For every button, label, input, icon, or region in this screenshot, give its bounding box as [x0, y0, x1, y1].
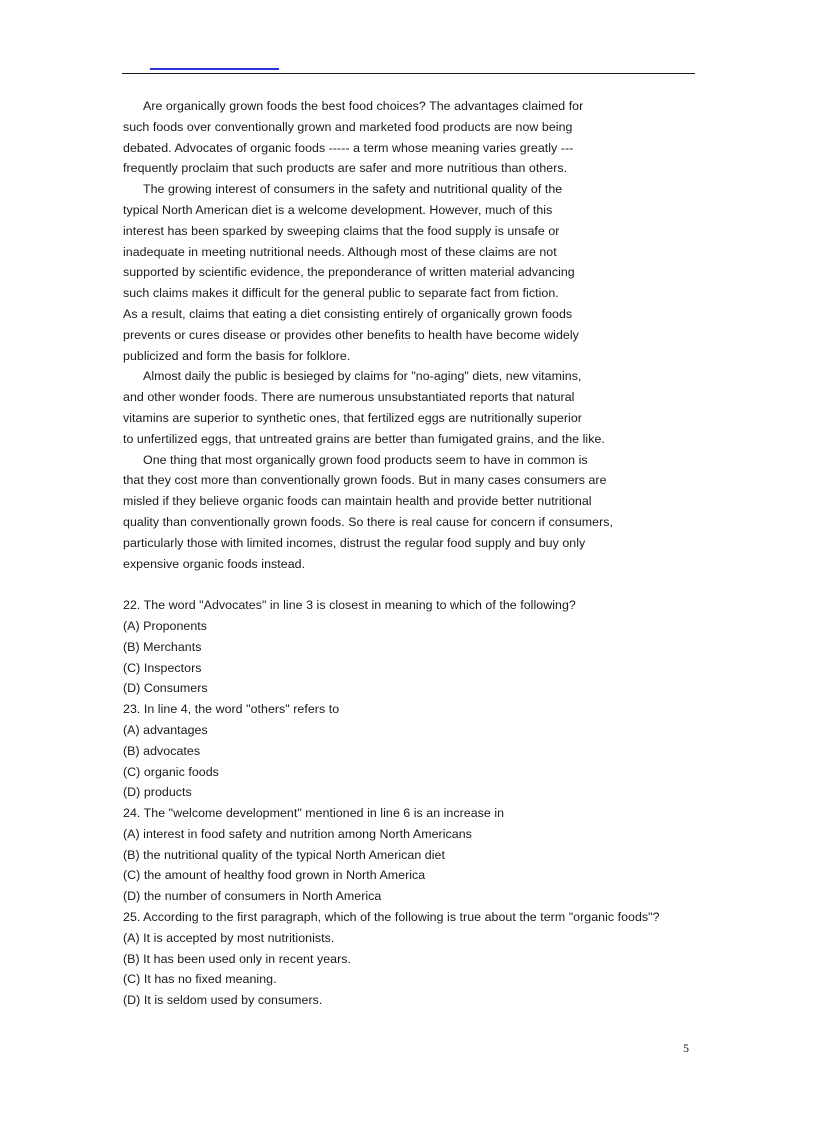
passage-line: inadequate in meeting nutritional needs. Although most of these claims are not	[123, 244, 557, 259]
question-stem: 24. The "welcome development" mentioned in line 6 is an increase in	[123, 806, 505, 821]
answer-option: (B) It has been used only in recent years.	[123, 951, 352, 966]
passage-line: publicized and form the basis for folklore.	[123, 348, 351, 363]
passage-line: expensive organic foods instead.	[123, 556, 306, 571]
passage	[123, 96, 703, 574]
page-content	[123, 96, 703, 1011]
passage-line: vitamins are superior to synthetic ones, that fertilized eggs are nutritionally superior	[123, 410, 582, 425]
answer-option: (C) Inspectors	[123, 660, 202, 675]
answer-option: (C) organic foods	[123, 764, 219, 779]
answer-option: (A) It is accepted by most nutritionists.	[123, 930, 335, 945]
passage-line: Are organically grown foods the best food choices? The advantages claimed for	[143, 99, 584, 113]
passage-line: supported by scientific evidence, the preponderance of written material advancing	[123, 265, 575, 280]
answer-option: (A) Proponents	[123, 618, 208, 633]
answer-option: (A) interest in food safety and nutrition among North Americans	[123, 826, 472, 841]
answer-option: (C) the amount of healthy food grown in North America	[123, 868, 426, 883]
passage-line: The growing interest of consumers in the safety and nutritional quality of the	[143, 182, 563, 197]
passage-line: typical North American diet is a welcome development. However, much of this	[123, 202, 553, 217]
answer-option: (D) It is seldom used by consumers.	[123, 993, 323, 1008]
header-rule	[122, 73, 695, 74]
passage-line: Almost daily the public is besieged by claims for "no-aging" diets, new vitamins,	[143, 369, 582, 384]
question-24	[123, 803, 703, 907]
answer-option: (C) It has no fixed meaning.	[123, 972, 277, 987]
passage-line: debated. Advocates of organic foods ----- a term whose meaning varies greatly ---	[123, 140, 574, 155]
passage-line: that they cost more than conventionally grown foods. But in many cases consumers are	[123, 473, 607, 488]
passage-line: particularly those with limited incomes, distrust the regular food supply and buy only	[123, 535, 586, 550]
page-number: 5	[683, 1041, 689, 1055]
answer-option: (B) Merchants	[123, 639, 202, 654]
question-stem: 25. According to the first paragraph, which of the following is true about the term "organic foods"?	[123, 910, 660, 925]
passage-line: prevents or cures disease or provides other benefits to health have become widely	[123, 327, 579, 342]
question-22	[123, 595, 703, 699]
question-stem: 23. In line 4, the word "others" refers to	[123, 702, 340, 717]
passage-line: such claims makes it difficult for the general public to separate fact from fiction.	[123, 286, 559, 301]
answer-option: (D) Consumers	[123, 681, 208, 696]
question-25	[123, 907, 703, 1011]
passage-line: to unfertilized eggs, that untreated grains are better than fumigated grains, and the like.	[123, 431, 605, 446]
passage-line: such foods over conventionally grown and marketed food products are now being	[123, 119, 573, 134]
answer-option: (D) products	[123, 785, 192, 800]
answer-option: (B) advocates	[123, 743, 201, 758]
passage-line: and other wonder foods. There are numerous unsubstantiated reports that natural	[123, 390, 575, 405]
answer-option: (D) the number of consumers in North America	[123, 889, 382, 904]
question-stem: 22. The word "Advocates" in line 3 is closest in meaning to which of the following?	[123, 598, 576, 613]
passage-line: interest has been sparked by sweeping claims that the food supply is unsafe or	[123, 223, 560, 238]
passage-line: misled if they believe organic foods can maintain health and provide better nutritional	[123, 494, 592, 509]
passage-line: As a result, claims that eating a diet consisting entirely of organically grown foods	[123, 306, 573, 321]
question-23	[123, 699, 703, 803]
answer-option: (B) the nutritional quality of the typical North American diet	[123, 847, 445, 862]
passage-line: quality than conventionally grown foods. So there is real cause for concern if consumers,	[123, 514, 614, 529]
header-link[interactable]	[150, 68, 279, 70]
answer-option: (A) advantages	[123, 722, 208, 737]
passage-line: frequently proclaim that such products are safer and more nutritious than others.	[123, 161, 568, 176]
passage-line: One thing that most organically grown food products seem to have in common is	[143, 452, 588, 467]
section-spacer	[123, 574, 703, 595]
